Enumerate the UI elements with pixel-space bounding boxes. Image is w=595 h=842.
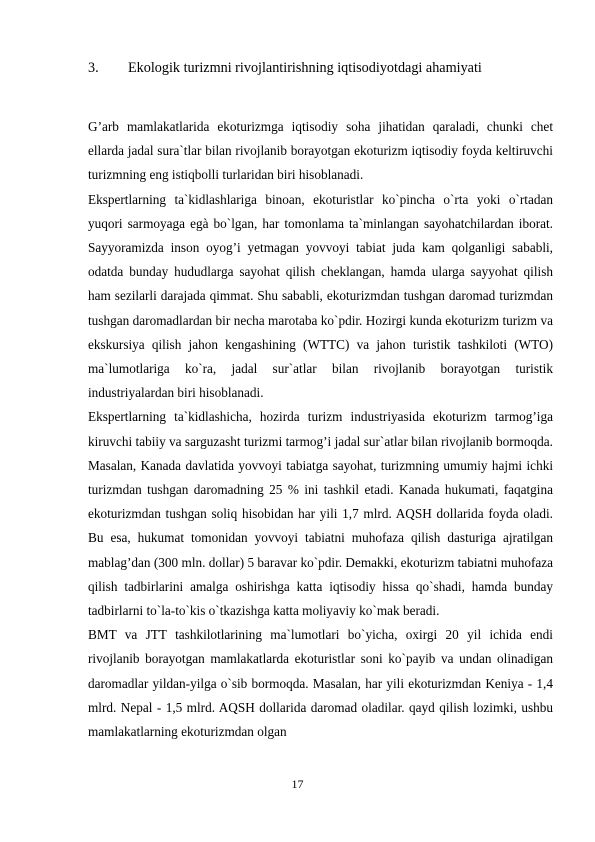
paragraph-4: BMT va JTT tashkilotlarining ma`lumotlari bo`yicha, oxirgi 20 yil ichida endi rivojlanib borayotgan mamlakatlarda ekoturistlar soni ko`payib va undan olinadigan daromadlar yildan-yilga o`sib bormoqda. Masalan, har yili ekoturizmdan Keniya - 1,4 mlrd. Nepal - 1,5 mlrd. AQSH dollarida daromad oladilar. qayd qilish lozimki, ushbu mamlakatlarning ekoturizmdan olgan — [88, 627, 553, 740]
paragraph-2: Ekspertlarning ta`kidlashlariga binoan, ekoturistlar ko`pincha o`rta yoki o`rtadan yuqori sarmoyaga egà bo`lgan, har tomonlama ta`minlangan sayohatchilardan iborat. Sayyoramizda inson oyog’i yetmagan yovvoyi tabiat juda kam qolganligi sababli, odatda bunday hududlarga sayohat qilish cheklangan, hamda ularga sayyohat qilish ham sezilarli darajada qimmat. Shu sababli, ekoturizmdan tushgan daromad turizmdan tushgan daromadlardan bir necha marotaba ko`pdir. Hozirgi kunda ekoturizm turizm va ekskursiya qilish jahon kengashining (WTTC) va jahon turistik tashkiloti (WTO) ma`lumotlariga ko`ra, jadal sur`atlar bilan rivojlanib borayotgan turistik industriyalardan biri hisoblanadi. — [88, 191, 553, 401]
paragraph-1: G’arb mamlakatlarida ekoturizmga iqtisodiy soha jihatidan qaraladi, chunki chet ellarda jadal sura`tlar bilan rivojlanib borayotgan ekoturizm iqtisodiy foyda keltiruvchi turizmning eng istiqbolli turlaridan biri hisoblanadi. — [88, 119, 553, 183]
body-text — [88, 115, 553, 744]
paragraph-3: Ekspertlarning ta`kidlashicha, hozirda turizm industriyasida ekoturizm tarmog’iga kiruvchi tabiiy va sarguzasht turizmi tarmog’i jadal sur`atlar bilan rivojlanib bormoqda. Masalan, Kanada davlatida yovvoyi tabiatga sayohat, turizmning umumiy hajmi ichki turizmdan tushgan daromadning 25 % ini tashkil etadi. Kanada hukumati, faqatgina ekoturizmdan tushgan soliq hisobidan har yili 1,7 mlrd. AQSH dollarida foyda oladi. Bu esa, hukumat tomonidan yovvoyi tabiatni muhofaza qilish dasturiga ajratilgan mablag’dan (300 mln. dollar) 5 baravar ko`pdir. Demakki, ekoturizm tabiatni muhofaza qilish tadbirlarini amalga oshirishga katta iqtisodiy hissa qo`shadi, hamda bunday tadbirlarni to`la-to`kis o`tkazishga katta moliyaviy ko`mak beradi. — [88, 409, 553, 619]
page-number: 17 — [291, 777, 304, 791]
section-number: 3. — [88, 60, 99, 76]
section-heading — [88, 58, 548, 78]
section-title: Ekologik turizmni rivojlantirishning iqtisodiyotdagi ahamiyati — [128, 60, 482, 76]
